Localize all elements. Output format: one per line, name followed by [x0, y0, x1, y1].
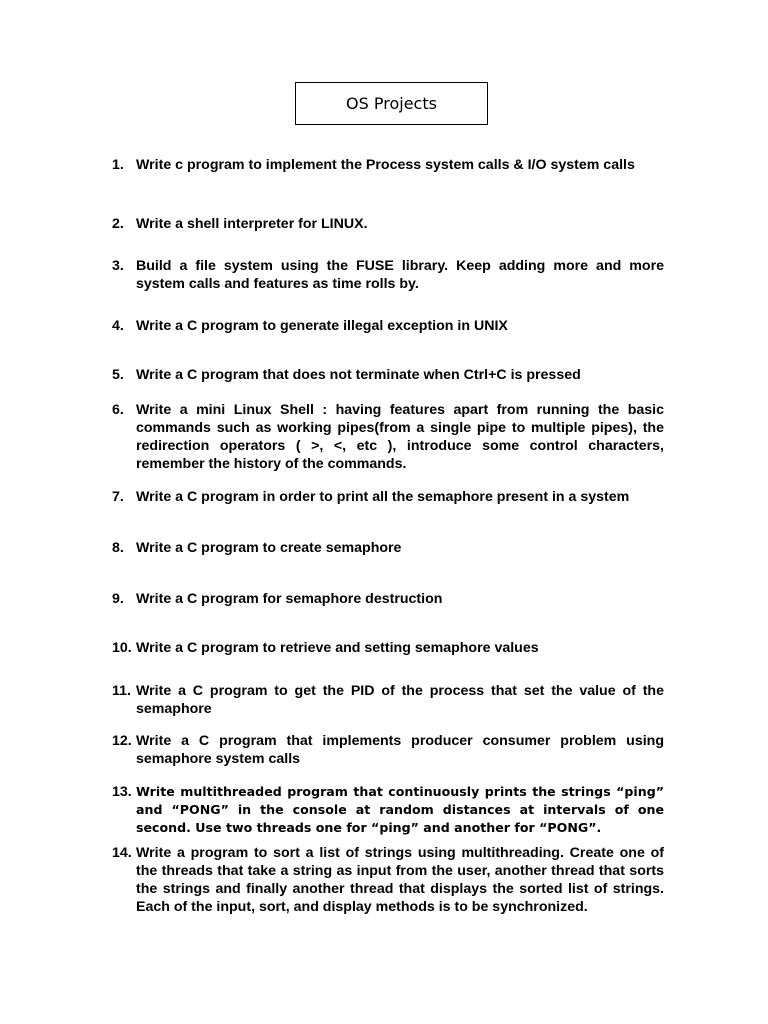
list-item — [112, 783, 664, 837]
item-number: 8. — [112, 540, 124, 556]
item-text: Write a program to sort a list of strings using multithreading. Create one of the threads that take a string as input from the user, another thread that sorts the strings and finally another thread that displays the sorted list of strings. Each of the input, sort, and display methods is to be synchronized. — [136, 845, 664, 915]
item-text: Write multithreaded program that continuously prints the strings “ping” and “PONG” in the console at random distances at intervals of one second. Use two threads one for “ping” and another for “PONG”. — [136, 784, 664, 835]
item-text: Build a file system using the FUSE library. Keep adding more and more system calls and features as time rolls by. — [136, 258, 664, 292]
item-text: Write a C program to generate illegal exception in UNIX — [136, 318, 508, 334]
list-item — [112, 639, 664, 657]
list-item — [112, 488, 664, 506]
item-text: Write a C program to get the PID of the process that set the value of the semaphore — [136, 683, 664, 717]
list-item — [112, 732, 664, 768]
item-text: Write a C program that does not terminate when Ctrl+C is pressed — [136, 367, 581, 383]
item-number: 13. — [112, 784, 132, 800]
item-text: Write a C program for semaphore destruction — [136, 591, 443, 607]
list-item — [112, 257, 664, 293]
item-text: Write a mini Linux Shell : having features apart from running the basic commands such as working pipes(from a single pipe to multiple pipes), the redirection operators ( >, <, etc ), introduce some control characters, remember the history of the commands. — [136, 402, 664, 472]
list-item — [112, 366, 664, 384]
item-text: Write c program to implement the Process system calls & I/O system calls — [136, 157, 635, 173]
item-number: 12. — [112, 733, 132, 749]
item-text: Write a C program to retrieve and setting semaphore values — [136, 640, 539, 656]
list-item — [112, 156, 664, 174]
item-number: 1. — [112, 157, 124, 173]
item-number: 10. — [112, 640, 132, 656]
list-item — [112, 590, 664, 608]
item-text: Write a C program that implements producer consumer problem using semaphore system calls — [136, 733, 664, 767]
item-text: Write a C program in order to print all the semaphore present in a system — [136, 489, 630, 505]
list-item — [112, 539, 664, 557]
item-text: Write a C program to create semaphore — [136, 540, 402, 556]
item-number: 6. — [112, 402, 124, 418]
item-text: Write a shell interpreter for LINUX. — [136, 216, 368, 232]
list-item — [112, 401, 664, 473]
item-number: 4. — [112, 318, 124, 334]
item-number: 2. — [112, 216, 124, 232]
title-box — [295, 82, 488, 125]
item-number: 9. — [112, 591, 124, 607]
list-item — [112, 682, 664, 718]
item-number: 3. — [112, 258, 124, 274]
item-number: 7. — [112, 489, 124, 505]
page-title: OS Projects — [346, 94, 437, 113]
list-item — [112, 844, 664, 916]
list-item — [112, 317, 664, 335]
item-number: 5. — [112, 367, 124, 383]
item-number: 14. — [112, 845, 132, 861]
list-item — [112, 215, 664, 233]
item-number: 11. — [112, 683, 131, 699]
